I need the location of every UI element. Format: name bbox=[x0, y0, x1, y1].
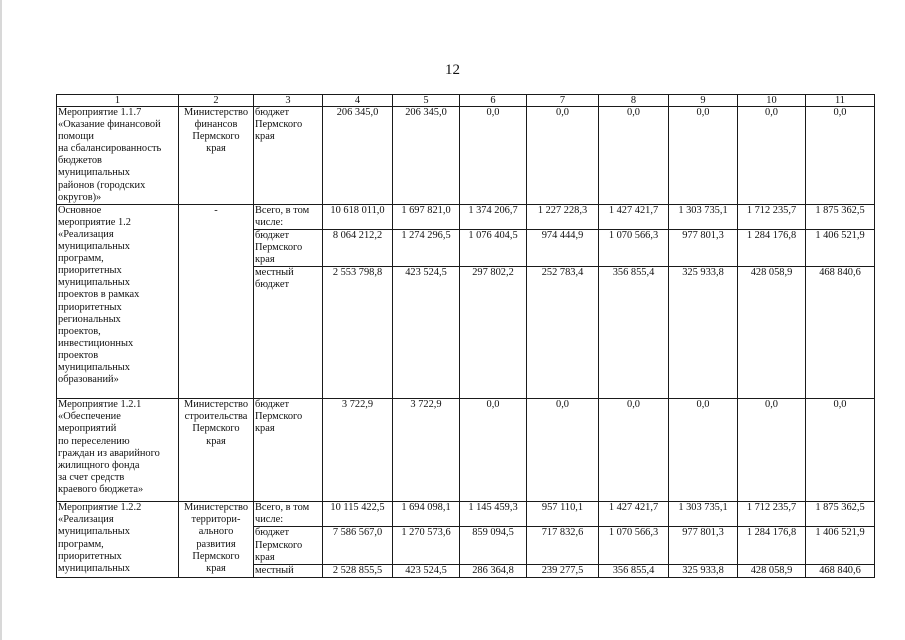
amount-cell: 1 227 228,3 bbox=[527, 204, 599, 229]
amount-cell: 0,0 bbox=[460, 107, 527, 205]
amount-cell: 7 586 567,0 bbox=[323, 527, 393, 564]
amount-cell: 252 783,4 bbox=[527, 267, 599, 399]
amount-cell: 239 277,5 bbox=[527, 564, 599, 577]
amount-cell: 10 115 422,5 bbox=[323, 502, 393, 527]
amount-cell: 10 618 011,0 bbox=[323, 204, 393, 229]
funding-source-cell: местный бюджет bbox=[254, 267, 323, 399]
scan-edge bbox=[0, 0, 2, 640]
amount-cell: 0,0 bbox=[460, 399, 527, 502]
amount-cell: 206 345,0 bbox=[323, 107, 393, 205]
amount-cell: 1 070 566,3 bbox=[599, 229, 669, 266]
table-row bbox=[57, 399, 875, 502]
amount-cell: 356 855,4 bbox=[599, 267, 669, 399]
amount-cell: 8 064 212,2 bbox=[323, 229, 393, 266]
funding-source-cell: Всего, в том числе: bbox=[254, 502, 323, 527]
amount-cell: 977 801,3 bbox=[669, 229, 738, 266]
funding-source-cell: бюджет Пермского края bbox=[254, 399, 323, 502]
funding-source-cell: бюджет Пермского края bbox=[254, 229, 323, 266]
amount-cell: 1 697 821,0 bbox=[393, 204, 460, 229]
amount-cell: 325 933,8 bbox=[669, 267, 738, 399]
amount-cell: 428 058,9 bbox=[738, 267, 806, 399]
amount-cell: 468 840,6 bbox=[806, 267, 875, 399]
amount-cell: 286 364,8 bbox=[460, 564, 527, 577]
funding-source-cell: Всего, в том числе: bbox=[254, 204, 323, 229]
amount-cell: 0,0 bbox=[599, 107, 669, 205]
amount-cell: 1 303 735,1 bbox=[669, 204, 738, 229]
amount-cell: 0,0 bbox=[669, 399, 738, 502]
amount-cell: 423 524,5 bbox=[393, 267, 460, 399]
amount-cell: 0,0 bbox=[669, 107, 738, 205]
amount-cell: 3 722,9 bbox=[323, 399, 393, 502]
amount-cell: 2 528 855,5 bbox=[323, 564, 393, 577]
table-row bbox=[57, 502, 875, 527]
amount-cell: 1 712 235,7 bbox=[738, 502, 806, 527]
column-header: 8 bbox=[599, 95, 669, 107]
amount-cell: 1 374 206,7 bbox=[460, 204, 527, 229]
amount-cell: 1 274 296,5 bbox=[393, 229, 460, 266]
amount-cell: 1 284 176,8 bbox=[738, 527, 806, 564]
amount-cell: 468 840,6 bbox=[806, 564, 875, 577]
amount-cell: 1 070 566,3 bbox=[599, 527, 669, 564]
page-number: 12 bbox=[445, 62, 460, 78]
executor-cell: - bbox=[179, 204, 254, 398]
amount-cell: 1 303 735,1 bbox=[669, 502, 738, 527]
column-header: 6 bbox=[460, 95, 527, 107]
amount-cell: 325 933,8 bbox=[669, 564, 738, 577]
amount-cell: 1 145 459,3 bbox=[460, 502, 527, 527]
executor-cell: Министерство территори- ального развития Пермского края bbox=[179, 502, 254, 578]
amount-cell: 1 406 521,9 bbox=[806, 527, 875, 564]
column-header: 2 bbox=[179, 95, 254, 107]
event-name-cell: Мероприятие 1.2.1 «Обеспечение мероприятий по переселению граждан из аварийного жилищного фонда за счет средств краевого бюджета» bbox=[57, 399, 179, 502]
amount-cell: 1 270 573,6 bbox=[393, 527, 460, 564]
amount-cell: 717 832,6 bbox=[527, 527, 599, 564]
amount-cell: 2 553 798,8 bbox=[323, 267, 393, 399]
executor-cell: Министерство финансов Пермского края bbox=[179, 107, 254, 205]
amount-cell: 1 875 362,5 bbox=[806, 204, 875, 229]
amount-cell: 428 058,9 bbox=[738, 564, 806, 577]
amount-cell: 297 802,2 bbox=[460, 267, 527, 399]
funding-source-cell: бюджет Пермского края bbox=[254, 527, 323, 564]
column-header: 11 bbox=[806, 95, 875, 107]
amount-cell: 206 345,0 bbox=[393, 107, 460, 205]
column-header: 4 bbox=[323, 95, 393, 107]
funding-source-cell: бюджет Пермского края bbox=[254, 107, 323, 205]
event-name-cell: Мероприятие 1.1.7 «Оказание финансовой помощи на сбалансированность бюджетов муниципальных районов (городских округов)» bbox=[57, 107, 179, 205]
amount-cell: 0,0 bbox=[527, 399, 599, 502]
amount-cell: 423 524,5 bbox=[393, 564, 460, 577]
executor-cell: Министерство строительства Пермского края bbox=[179, 399, 254, 502]
amount-cell: 974 444,9 bbox=[527, 229, 599, 266]
amount-cell: 0,0 bbox=[599, 399, 669, 502]
column-header: 9 bbox=[669, 95, 738, 107]
amount-cell: 0,0 bbox=[738, 107, 806, 205]
amount-cell: 0,0 bbox=[806, 399, 875, 502]
column-header: 5 bbox=[393, 95, 460, 107]
amount-cell: 1 875 362,5 bbox=[806, 502, 875, 527]
table-row bbox=[57, 204, 875, 229]
event-name-cell: Основное мероприятие 1.2 «Реализация муниципальных программ, приоритетных муниципальных проектов в рамках приоритетных региональных проектов, инвестиционных проектов муниципальных образований» bbox=[57, 204, 179, 398]
column-header: 1 bbox=[57, 95, 179, 107]
funding-source-cell: местный bbox=[254, 564, 323, 577]
amount-cell: 0,0 bbox=[527, 107, 599, 205]
amount-cell: 1 712 235,7 bbox=[738, 204, 806, 229]
amount-cell: 977 801,3 bbox=[669, 527, 738, 564]
amount-cell: 1 284 176,8 bbox=[738, 229, 806, 266]
amount-cell: 1 427 421,7 bbox=[599, 502, 669, 527]
amount-cell: 3 722,9 bbox=[393, 399, 460, 502]
amount-cell: 356 855,4 bbox=[599, 564, 669, 577]
amount-cell: 859 094,5 bbox=[460, 527, 527, 564]
column-header: 3 bbox=[254, 95, 323, 107]
amount-cell: 0,0 bbox=[738, 399, 806, 502]
amount-cell: 1 406 521,9 bbox=[806, 229, 875, 266]
budget-table bbox=[56, 94, 875, 578]
amount-cell: 1 076 404,5 bbox=[460, 229, 527, 266]
amount-cell: 0,0 bbox=[806, 107, 875, 205]
column-header: 10 bbox=[738, 95, 806, 107]
column-number-row bbox=[57, 95, 875, 107]
event-name-cell: Мероприятие 1.2.2 «Реализация муниципальных программ, приоритетных муниципальных bbox=[57, 502, 179, 578]
amount-cell: 1 427 421,7 bbox=[599, 204, 669, 229]
amount-cell: 1 694 098,1 bbox=[393, 502, 460, 527]
table-row bbox=[57, 107, 875, 205]
amount-cell: 957 110,1 bbox=[527, 502, 599, 527]
column-header: 7 bbox=[527, 95, 599, 107]
